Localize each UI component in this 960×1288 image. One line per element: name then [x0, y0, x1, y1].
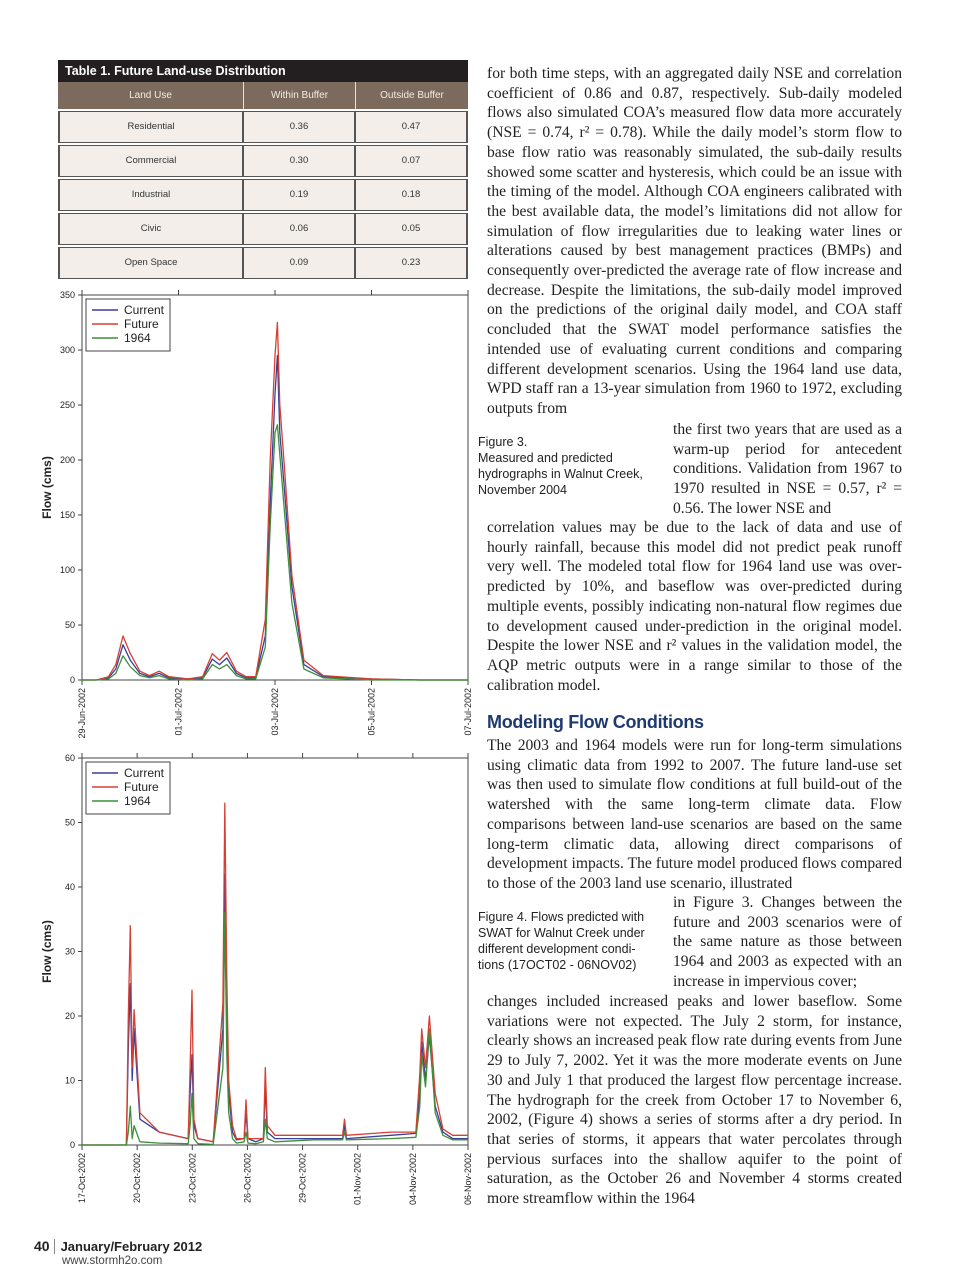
figure-4-chart — [30, 748, 475, 1210]
table-row — [58, 213, 468, 245]
table-cell: Commercial — [58, 146, 244, 176]
section-heading: Modeling Flow Conditions — [487, 712, 704, 732]
table-cell: Residential — [58, 112, 244, 142]
paragraph-text: in Figure 3. Changes between the future and 2003 scenarios were of the same nature as those between 1964 and 2003 as expected with an increase in impervious cover; — [673, 894, 902, 990]
caption-line: Measured and predicted — [478, 451, 613, 465]
legend-label: Future — [124, 317, 159, 331]
table-row — [58, 179, 468, 211]
figure-3-chart — [30, 284, 475, 744]
legend-label: Current — [124, 303, 165, 317]
body-paragraph-2-narrow — [673, 893, 902, 992]
y-tick-label: 0 — [69, 1140, 75, 1150]
table-cell: Industrial — [58, 180, 244, 210]
table-cell: Civic — [58, 214, 244, 244]
x-tick-label: 23-Oct-2002 — [187, 1153, 198, 1204]
body-paragraph-2-end — [487, 992, 902, 1209]
issue-date: January/February 2012 — [54, 1239, 203, 1254]
x-tick-label: 03-Jul-2002 — [270, 688, 280, 736]
caption-line: tions (17OCT02 - 06NOV02) — [478, 958, 637, 972]
x-tick-label: 29-Jun-2002 — [77, 688, 87, 739]
paragraph-text: for both time steps, with an aggregated daily NSE and correlation coefficient of 0.86 and 0.87, respectively. Sub-daily modeled flows also simulated COA’s measured flow data more accurately (NSE = 0.74, r² = 0.78). While the daily model’s storm flow to base flow ratio was reasonably simulated, the sub-daily results showed some scatter and hysteresis, which could be an issue with the timing of the model. Although COA engineers calibrated with the best available data, the model’s limitations did not allow for simulation of flow irregularities due to leaking water lines or alterations caused by best management practices (BMPs) and consequently over-predicted the average rate of flow increase and decrease. Despite the limitations, the sub-daily model improved on the predictions of the original daily model, and COA staff concluded that the SWAT model performance satisfies the intended use of evaluating current conditions and comparing different development scenarios. Using the 1964 land use data, WPD staff ran a 13-year simulation from 1960 to 1972, excluding outputs from — [487, 65, 902, 417]
caption-line: different development condi- — [478, 942, 636, 956]
caption-line: Figure 3. — [478, 435, 528, 449]
table-row — [58, 145, 468, 177]
table-cell: 0.30 — [244, 146, 356, 176]
body-paragraph-1-narrow — [673, 420, 902, 519]
caption-line: SWAT for Walnut Creek under — [478, 926, 645, 940]
page-number: 40 — [34, 1238, 50, 1254]
table-cell: 0.47 — [356, 112, 468, 142]
legend-label: Current — [124, 766, 165, 780]
page-footer — [34, 1238, 203, 1267]
table-cell: 0.05 — [356, 214, 468, 244]
body-paragraph-2 — [487, 736, 902, 894]
table-header-cell: Outside Buffer — [380, 90, 444, 101]
x-tick-label: 01-Jul-2002 — [173, 688, 184, 736]
x-tick-label: 05-Jul-2002 — [366, 688, 377, 736]
table-header-cell: Within Buffer — [244, 82, 356, 109]
land-use-table — [58, 60, 468, 279]
y-tick-label: 100 — [59, 565, 75, 575]
body-paragraph-1 — [487, 64, 902, 419]
figure-3-caption — [478, 434, 643, 498]
y-tick-label: 30 — [64, 946, 75, 957]
caption-line: November 2004 — [478, 483, 567, 497]
x-tick-label: 20-Oct-2002 — [132, 1153, 143, 1204]
paragraph-text: changes included increased peaks and lower baseflow. Some variations were not expected. The July 2 storm, for instance, clearly shows an increased peak flow rate during events from June 29 to July 7, 2002. Yet it was the more moderate events on June 30 and July 1 that produced the largest flow percentage increase. The hydrograph for the creek from October 17 to November 6, 2002, (Figure 4) shows a series of storms after a dry period. In that series of storms, it appears that water percolates through pervious surfaces into the shallow aquifer to the point of saturation, as the October 26 and November 4 storms created more streamflow within the 1964 — [487, 993, 902, 1208]
table-cell: 0.09 — [244, 248, 356, 278]
legend-label: 1964 — [124, 331, 151, 345]
paragraph-text: The 2003 and 1964 models were run for long-term simulations using climatic data from 1992 to 2007. The future land-use set was then used to simulate flow conditions at full build-out of the watershed with the same long-term climate data. Flow comparisons between land-use scenarios are based on the same long-term climatic data, allowing direct comparisons of development impacts. The future model produced flows compared to those of the 2003 land use scenario, illustrated — [487, 737, 902, 892]
caption-line: hydrographs in Walnut Creek, — [478, 467, 643, 481]
paragraph-text: the first two years that are used as a warm-up period for antecedent conditions. Validation from 1967 to 1970 resulted in NSE = 0.57, r² = 0.56. The lower NSE and — [673, 421, 902, 517]
table-cell: 0.23 — [356, 248, 468, 278]
figure-4-svg — [30, 748, 475, 1210]
x-tick-label: 26-Oct-2002 — [242, 1153, 253, 1204]
figure-3-svg — [30, 284, 475, 744]
x-tick-label: 07-Jul-2002 — [463, 688, 473, 736]
x-tick-label: 29-Oct-2002 — [297, 1153, 308, 1204]
y-tick-label: 350 — [59, 290, 75, 300]
y-tick-label: 50 — [64, 620, 75, 630]
y-tick-label: 20 — [64, 1011, 75, 1021]
y-tick-label: 10 — [64, 1075, 75, 1086]
plot-area — [82, 758, 468, 1145]
y-tick-label: 300 — [59, 345, 75, 355]
y-tick-label: 60 — [64, 753, 75, 763]
table-cell: 0.18 — [356, 180, 468, 210]
x-tick-label: 06-Nov-2002 — [463, 1153, 473, 1206]
table-row — [58, 111, 468, 143]
table-cell: 0.19 — [244, 180, 356, 210]
table-cell: 0.06 — [244, 214, 356, 244]
paragraph-text: correlation values may be due to the lack of data and use of hourly rainfall, because this model did not predict peak runoff very well. The modeled total flow for 1964 land use was overpredicted by 10%, and baseflow was over-predicted during multiple events, possibly indicating non-natural flow regimes due to development caused under-prediction in the original model. Despite the lower NSE and r² values in the validation model, the AQP metric outputs were in a range similar to those of the calibration model. — [487, 519, 902, 694]
body-paragraph-1-end — [487, 518, 902, 695]
website-link[interactable]: www.stormh2o.com — [62, 1255, 163, 1267]
y-tick-label: 0 — [69, 675, 75, 685]
table-cell: Open Space — [58, 248, 244, 278]
y-tick-label: 150 — [59, 510, 75, 520]
y-tick-label: 250 — [59, 400, 75, 410]
legend-label: 1964 — [124, 794, 151, 808]
y-axis-label: Flow (cms) — [40, 456, 54, 519]
legend-label: Future — [124, 780, 159, 794]
table-header-cell: Land Use — [58, 82, 244, 109]
y-tick-label: 200 — [59, 455, 75, 465]
caption-line: Figure 4. Flows predicted with — [478, 910, 645, 924]
table-row — [58, 247, 468, 279]
table-title: Table 1. Future Land-use Distribution — [58, 60, 468, 82]
table-cell: 0.36 — [244, 112, 356, 142]
figure-4-caption — [478, 909, 645, 973]
y-tick-label: 50 — [64, 817, 75, 828]
x-tick-label: 04-Nov-2002 — [407, 1153, 418, 1206]
table-header-row — [58, 82, 468, 109]
x-tick-label: 17-Oct-2002 — [77, 1153, 87, 1204]
y-tick-label: 40 — [64, 882, 75, 892]
y-axis-label: Flow (cms) — [40, 920, 54, 983]
table-cell: 0.07 — [356, 146, 468, 176]
x-tick-label: 01-Nov-2002 — [352, 1153, 363, 1206]
